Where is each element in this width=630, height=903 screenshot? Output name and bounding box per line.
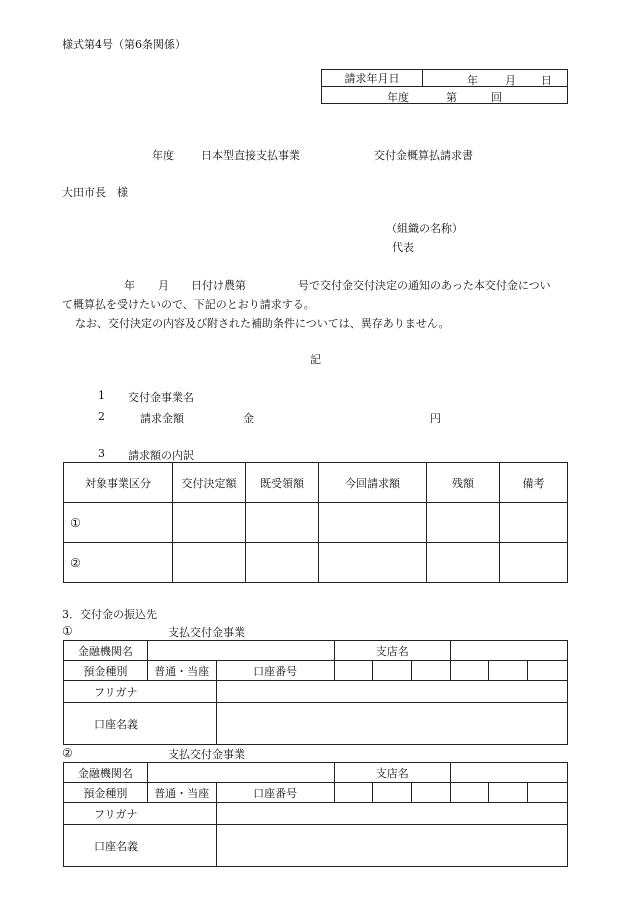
day-label: 日 — [541, 74, 552, 87]
bank-name-field[interactable] — [147, 641, 334, 661]
row-mark: ② — [64, 543, 173, 583]
section2-title: 支払交付金事業 — [168, 748, 245, 761]
breakdown-table — [63, 462, 568, 583]
title-program: 日本型直接支払事業 — [201, 149, 300, 162]
cell-decided[interactable] — [173, 503, 246, 543]
body-line1-rest: 号で交付金交付決定の通知のあった本交付金につい — [298, 279, 551, 292]
breakdown-header-row — [64, 463, 568, 503]
bank-name-label: 金融機関名 — [64, 641, 148, 661]
fiscal-year-label: 年度 — [387, 91, 409, 104]
title-nendo: 年度 — [152, 149, 174, 162]
branch-name-field[interactable] — [450, 641, 567, 661]
account-digit-6[interactable] — [528, 783, 568, 803]
bank-name-label: 金融機関名 — [64, 763, 148, 783]
item2-number: 2 — [98, 410, 105, 423]
item2-yen: 円 — [430, 412, 441, 425]
account-holder-field[interactable] — [216, 703, 567, 745]
table-row — [64, 503, 568, 543]
item2-kin: 金 — [243, 412, 254, 425]
header-remaining: 残額 — [427, 463, 500, 503]
kai-label: 回 — [491, 91, 502, 104]
body-month: 月 — [158, 279, 169, 292]
account-digit-3[interactable] — [412, 783, 451, 803]
cell-received[interactable] — [246, 543, 319, 583]
branch-name-label: 支店名 — [334, 763, 450, 783]
cell-remarks[interactable] — [500, 543, 568, 583]
dai-label: 第 — [446, 91, 457, 104]
deposit-type-value[interactable]: 普通・当座 — [147, 661, 216, 681]
furigana-label: フリガナ — [64, 681, 217, 703]
applicant-org-label: （組織の名称） — [386, 222, 463, 235]
addressee: 大田市長 様 — [62, 186, 128, 199]
section1-title: 支払交付金事業 — [168, 626, 245, 639]
header-decided-amount: 交付決定額 — [173, 463, 246, 503]
account-digit-2[interactable] — [373, 661, 412, 681]
branch-name-label: 支店名 — [334, 641, 450, 661]
account-digit-4[interactable] — [450, 661, 489, 681]
account-holder-label: 口座名義 — [64, 825, 217, 867]
bank-table-1 — [63, 640, 568, 745]
account-digit-5[interactable] — [489, 661, 528, 681]
row-mark: ① — [64, 503, 173, 543]
account-digit-1[interactable] — [334, 783, 373, 803]
furigana-field[interactable] — [216, 681, 567, 703]
header-remarks: 備考 — [500, 463, 568, 503]
header-received-amount: 既受領額 — [246, 463, 319, 503]
branch-name-field[interactable] — [450, 763, 567, 783]
account-number-label: 口座番号 — [216, 783, 334, 803]
body-year: 年 — [124, 279, 135, 292]
year-label: 年 — [467, 74, 478, 87]
item3-label: 請求額の内訳 — [128, 449, 194, 462]
account-digit-6[interactable] — [528, 661, 568, 681]
account-digit-3[interactable] — [412, 661, 451, 681]
account-digit-2[interactable] — [373, 783, 412, 803]
section2-mark: ② — [62, 746, 73, 760]
cell-remarks[interactable] — [500, 503, 568, 543]
account-digit-5[interactable] — [489, 783, 528, 803]
deposit-type-label: 預金種別 — [64, 661, 148, 681]
cell-decided[interactable] — [173, 543, 246, 583]
body-line3: なお、交付決定の内容及び附された補助条件については、異存ありません。 — [75, 317, 450, 330]
item2-label: 請求金額 — [140, 412, 184, 425]
furigana-label: フリガナ — [64, 803, 217, 825]
cell-current[interactable] — [319, 503, 427, 543]
account-holder-field[interactable] — [216, 825, 567, 867]
item3-number: 3 — [98, 447, 105, 460]
furigana-field[interactable] — [216, 803, 567, 825]
title-request-type: 交付金概算払請求書 — [374, 149, 473, 162]
item1-label: 交付金事業名 — [128, 391, 194, 404]
cell-remaining[interactable] — [427, 503, 500, 543]
request-date-box — [321, 69, 568, 104]
section1-mark: ① — [62, 624, 73, 638]
form-number: 様式第4号（第6条関係） — [62, 38, 186, 51]
table-row — [64, 543, 568, 583]
request-date-label: 請求年月日 — [322, 70, 423, 87]
applicant-rep-label: 代表 — [392, 241, 414, 254]
cell-current[interactable] — [319, 543, 427, 583]
account-digit-1[interactable] — [334, 661, 373, 681]
account-number-label: 口座番号 — [216, 661, 334, 681]
body-line2: て概算払を受けたいので、下記のとおり請求する。 — [62, 298, 315, 311]
bank-name-field[interactable] — [147, 763, 334, 783]
account-digit-4[interactable] — [450, 783, 489, 803]
body-line1-prefix: 日付け農第 — [191, 279, 246, 292]
transfer-heading: 3．交付金の振込先 — [62, 608, 157, 621]
cell-remaining[interactable] — [427, 543, 500, 583]
header-category: 対象事業区分 — [64, 463, 173, 503]
deposit-type-value[interactable]: 普通・当座 — [147, 783, 216, 803]
ki-label: 記 — [310, 353, 321, 366]
account-holder-label: 口座名義 — [64, 703, 217, 745]
item1-number: 1 — [98, 389, 105, 402]
cell-received[interactable] — [246, 503, 319, 543]
header-current-request: 今回請求額 — [319, 463, 427, 503]
deposit-type-label: 預金種別 — [64, 783, 148, 803]
month-label: 月 — [505, 74, 516, 87]
bank-table-2 — [63, 762, 568, 867]
